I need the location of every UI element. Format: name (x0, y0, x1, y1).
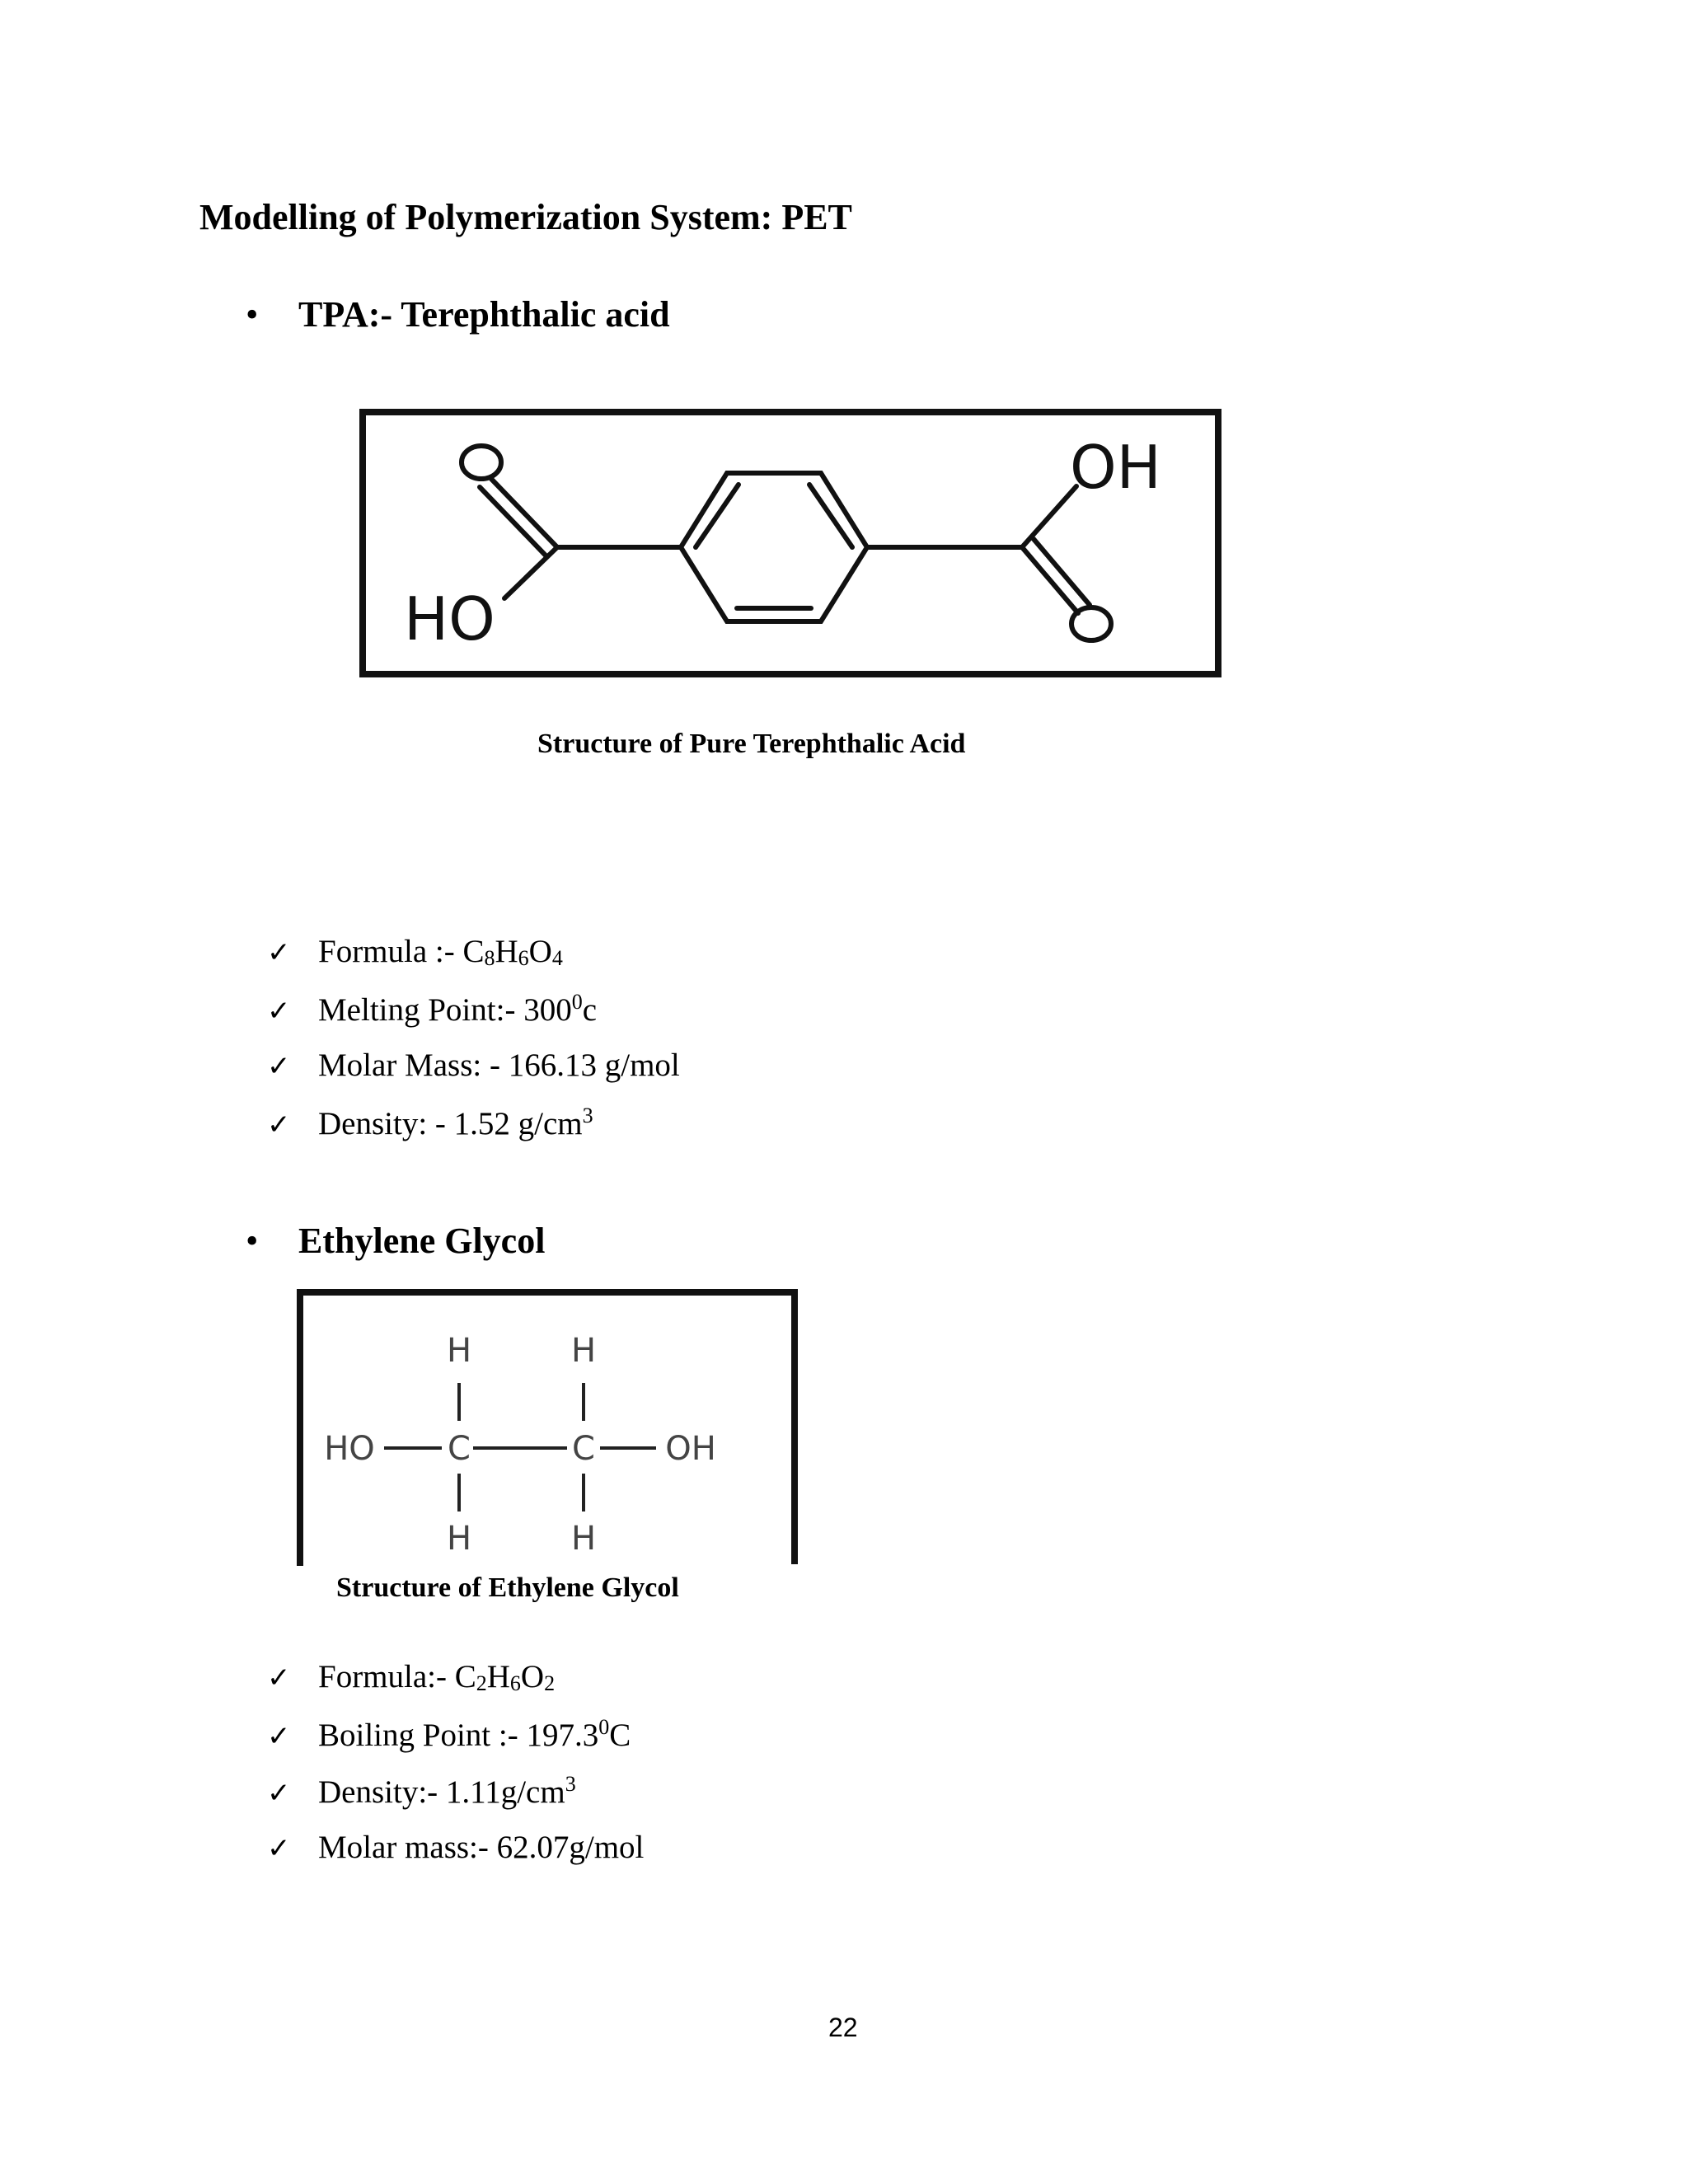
left-carbonyl-bond-b (480, 487, 546, 555)
figure-border-corner (297, 1533, 303, 1566)
property-item (267, 1658, 644, 1715)
property-value-part: 4 (551, 946, 563, 970)
property-value-part: 6 (518, 946, 529, 970)
h-label-bottom-1: H (446, 1520, 472, 1558)
property-value-part: 8 (484, 946, 495, 970)
page-title: Modelling of Polymerization System: PET (199, 197, 852, 237)
property-value-part: H (486, 1659, 510, 1694)
property-value-part: 6 (509, 1671, 521, 1695)
tpa-property-list (267, 933, 680, 1160)
property-item (267, 990, 680, 1047)
ethylene-glycol-structure-figure (297, 1289, 798, 1564)
property-item (267, 1829, 644, 1886)
left-hydroxyl-bond (504, 547, 557, 598)
h-label-bottom-2: H (570, 1520, 597, 1558)
h-label-top-2: H (570, 1332, 597, 1370)
ethylene-glycol-property-list (267, 1658, 644, 1886)
property-value-part: 1.52 g/cm (453, 1106, 583, 1141)
check-mark-icon: ✓ (267, 995, 291, 1028)
property-value-part: H (495, 934, 518, 969)
property-text (318, 990, 597, 1029)
o-atom-bottom-right (1071, 607, 1111, 640)
right-hydroxyl-bond (1022, 486, 1076, 547)
ethylene-glycol-heading-text: Ethylene Glycol (298, 1221, 546, 1261)
property-text (318, 1047, 680, 1084)
ethylene-glycol-structure-caption: Structure of Ethylene Glycol (336, 1572, 679, 1603)
tpa-section-heading (246, 293, 670, 335)
left-carbonyl-bond-a (491, 479, 557, 547)
page-number: 22 (828, 2013, 858, 2042)
h-label-top-1: H (446, 1332, 472, 1370)
property-value-part: C (462, 934, 485, 969)
property-value-part: 197.3 (526, 1718, 599, 1753)
tpa-heading-text: TPA:- Terephthalic acid (298, 294, 670, 335)
property-label: Melting Point:- (318, 992, 524, 1028)
tpa-structure-diagram (366, 415, 1215, 671)
property-text (318, 1104, 593, 1142)
property-value-part: 0 (598, 1715, 610, 1739)
property-label: Formula :- (318, 934, 463, 969)
o-atom-top-left (462, 446, 501, 479)
ho-label-left: HO (324, 1430, 375, 1468)
tpa-structure-caption: Structure of Pure Terephthalic Acid (537, 729, 966, 759)
property-label: Density: - (318, 1106, 454, 1141)
property-item (267, 1772, 644, 1829)
property-value-part: O (520, 1659, 545, 1694)
check-mark-icon: ✓ (267, 1720, 291, 1753)
c-label-2: C (572, 1430, 595, 1468)
oh-label-right: OH (665, 1430, 716, 1468)
property-value-part: 3 (565, 1772, 576, 1796)
property-label: Boiling Point :- (318, 1718, 527, 1753)
ethylene-glycol-structure-diagram (303, 1296, 791, 1564)
property-item (267, 1047, 680, 1104)
property-text (318, 1829, 644, 1866)
property-label: Formula:- (318, 1659, 455, 1694)
check-mark-icon: ✓ (267, 1661, 291, 1694)
property-text (318, 1658, 555, 1696)
property-item (267, 933, 680, 990)
tpa-structure-figure (359, 409, 1221, 677)
property-value-part: 62.07g/mol (496, 1830, 645, 1865)
check-mark-icon: ✓ (267, 936, 291, 969)
oh-label-top-right: OH (1070, 433, 1161, 502)
check-mark-icon: ✓ (267, 1050, 291, 1083)
property-value-part: 3 (582, 1104, 593, 1127)
property-value-part: 300 (523, 992, 572, 1028)
ho-label-bottom-left: HO (404, 584, 495, 654)
property-label: Molar mass:- (318, 1830, 497, 1865)
property-item (267, 1104, 680, 1160)
property-value-part: 166.13 g/mol (508, 1047, 680, 1083)
bullet-dot-icon: • (246, 1221, 259, 1261)
property-label: Molar Mass: - (318, 1047, 509, 1083)
property-value-part: 2 (544, 1671, 556, 1695)
benzene-ring (681, 473, 867, 621)
check-mark-icon: ✓ (267, 1832, 291, 1865)
property-value-part: O (528, 934, 552, 969)
check-mark-icon: ✓ (267, 1777, 291, 1810)
figure-border-corner-right (791, 1533, 798, 1563)
bullet-dot-icon: • (246, 294, 259, 335)
property-label: Density:- (318, 1774, 446, 1810)
property-text (318, 1715, 631, 1754)
property-value-part: 1.11g/cm (445, 1774, 565, 1810)
property-text (318, 933, 563, 971)
property-value-part: c (582, 992, 597, 1028)
property-value-part: 2 (476, 1671, 487, 1695)
property-value-part: C (454, 1659, 476, 1694)
property-value-part: 0 (571, 990, 583, 1014)
property-text (318, 1772, 576, 1811)
c-label-1: C (448, 1430, 471, 1468)
property-item (267, 1715, 644, 1772)
property-value-part: C (609, 1718, 631, 1753)
ethylene-glycol-section-heading (246, 1220, 546, 1262)
check-mark-icon: ✓ (267, 1108, 291, 1141)
